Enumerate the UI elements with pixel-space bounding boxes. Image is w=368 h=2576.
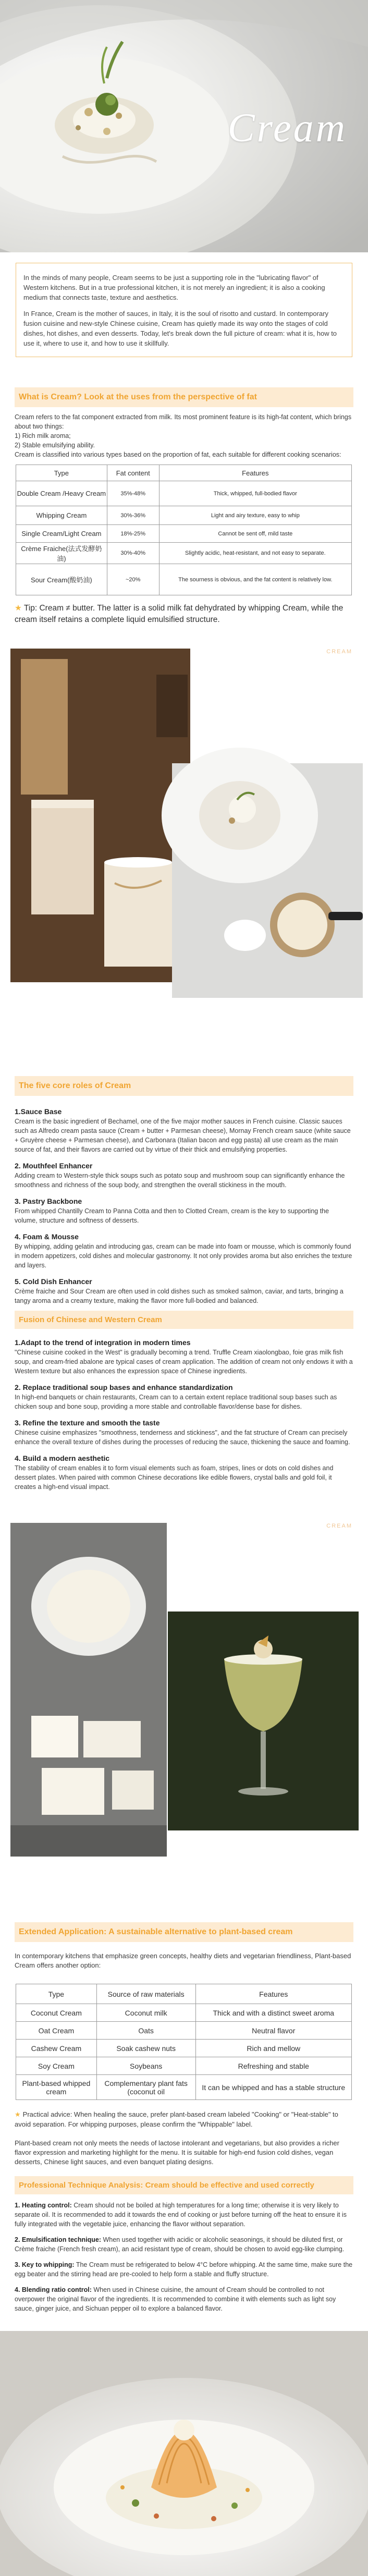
plant-cream-table [16,1984,352,2100]
core-role-title: 4. Foam & Mousse [15,1232,79,1241]
intro-paragraph-1: In the minds of many people, Cream seems to be just a supporting role in the "lubricating flavor" of Western kitchens. But in a true professional kitchen, it is not merely an ingredient; it is also a cooking medium that connects taste, texture and aesthetics. [23,274,325,301]
table-cell: Neutral flavor [195,2022,351,2040]
technique-title: 4. Blending ratio control: [15,2286,92,2293]
table-header: Features [159,465,351,481]
bulb-icon: ★ [15,604,22,613]
table-cell: Oats [96,2022,195,2040]
core-role-text: Crème fraiche and Sour Cream are often used in cold dishes such as smoked salmon, caviar, and tarts, bringing a tangy aroma and a creamy texture, making the flavor more full-bodied and balanced. [15,1288,344,1304]
plant-based-intro: In contemporary kitchens that emphasize green concepts, healthy diets and vegetarian friendliness, Plant-based Cream offers another option: [15,1952,351,1969]
table-cell: Soy Cream [16,2057,97,2075]
fusion-item-title: 1.Adapt to the trend of integration in modern times [15,1338,191,1347]
collage-label: CREAM [326,1523,352,1529]
table-cell: Cashew Cream [16,2040,97,2057]
table-row [16,2022,352,2040]
table-cell: 35%-48% [107,481,159,506]
final-dish-illustration [0,2331,368,2576]
table-cell: Oat Cream [16,2022,97,2040]
table-cell: Slightly acidic, heat-resistant, and not easy to separate. [159,543,351,564]
hero-title: Cream [227,105,347,150]
table-cell: Single Cream/Light Cream [16,525,107,543]
table-cell: ~20% [107,564,159,595]
practical-advice [15,2109,353,2129]
bulb-icon: ★ [15,2110,21,2118]
core-role-text: By whipping, adding gelatin and introducing gas, cream can be made into foam or mousse, which is commonly found in modern appetizers, cold dishes and molecular gastronomy. It not only provides aroma but also enriches the texture and layers. [15,1243,352,1269]
fusion-item-text: Chinese cuisine emphasizes "smoothness, tenderness and stickiness", and the fat structure of Cream can precisely enhance the overall texture of dishes during the processes of reducing the sauce, thickening the sauce and foaming. [15,1429,350,1446]
table-cell: Whipping Cream [16,506,107,525]
table-cell: Double Cream /Heavy Cream [16,481,107,506]
fat-content-table [16,465,352,595]
table-header: Type [16,465,107,481]
table-cell: The sourness is obvious, and the fat content is relatively low. [159,564,351,595]
collage-1-illustration [0,643,368,1066]
collage-2-illustration [0,1512,368,1914]
technique-item [15,2235,353,2254]
table-cell: Soak cashew nuts [96,2040,195,2057]
table-cell: Coconut Cream [16,2004,97,2022]
intro-box [16,263,352,357]
table-cell: Thick, whipped, full-bodied flavor [159,481,351,506]
table-header-row [16,465,352,481]
technique-text: When used together with acidic or alcoholic seasonings, it should be diluted first, or Crème fraiche (French fresh cream), an acid resistant type of cream, should be chosen to avoid egg-like clumping. [15,2236,345,2253]
fusion-item-title: 2. Replace traditional soup bases and enhance standardization [15,1383,233,1391]
table-cell: 30%-36% [107,506,159,525]
table-row [16,564,352,595]
core-role-text: Adding cream to Western-style thick soups such as potato soup and mushroom soup can significantly enhance the smoothness and richness of the soup body, and strengthen the overall stickiness in the mouth. [15,1172,345,1189]
table-cell: Soybeans [96,2057,195,2075]
intro-paragraph-2: In France, Cream is the mother of sauces, in Italy, it is the soul of risotto and custard. In contemporary fusion cuisine and new-style Chinese cuisine, Cream has quietly made its way onto the stages of cold dishes, hot dishes, and even desserts. Today, let's break down the full picture of cream: what it is, how to use it, where to use it, and how to use it skillfully. [23,310,337,347]
hero-photo [0,0,368,252]
photo-collage-1 [0,643,368,1066]
technique-item [15,2285,353,2313]
fusion-item-title: 4. Build a modern aesthetic [15,1454,110,1462]
what-is-section [0,387,368,626]
plant-based-heading: Extended Application: A sustainable alternative to plant-based cream [15,1922,353,1942]
table-cell: Thick and with a distinct sweet aroma [195,2004,351,2022]
tip-text: Tip: Cream ≠ butter. The latter is a solid milk fat dehydrated by whipping Cream, while the cream itself retains a complete liquid emulsified structure. [15,604,344,624]
table-cell: Sour Cream(酸奶油) [16,564,107,595]
technique-text: The Cream must be refrigerated to below 4°C before whipping. At the same time, make sure the egg beater and the stirring head are pre-cooled to help form a stable and fluffy structure. [15,2261,353,2278]
table-header-row [16,1984,352,2004]
table-cell: 18%-25% [107,525,159,543]
table-row [16,2057,352,2075]
core-role-title: 3. Pastry Backbone [15,1197,82,1205]
table-cell: Plant-based whipped cream [16,2075,97,2100]
table-row [16,481,352,506]
core-roles-heading: The five core roles of Cream [15,1076,353,1096]
table-header: Features [195,1984,351,2004]
table-row [16,506,352,525]
table-row [16,525,352,543]
fusion-item-text: The stability of cream enables it to form visual elements such as foam, stripes, lines or dots on cold dishes and dessert plates. When paired with common Chinese decorations like edible flowers, crystal balls and gold foil, it creates a high-end visual impact. [15,1464,334,1491]
fusion-heading: Fusion of Chinese and Western Cream [15,1311,353,1329]
technique-item [15,2260,353,2279]
technique-text: Cream should not be boiled at high temperatures for a long time; otherwise it is very likely to separate oil. It is recommended to add it towards the end of cooking or just before turning off the heat to ensure it is fully integrated with the vegetable juice, enhancing the flavor without separation. [15,2202,347,2228]
collage-label: CREAM [326,649,352,655]
table-cell: Refreshing and stable [195,2057,351,2075]
table-row [16,2075,352,2100]
fusion-item-text: In high-end banquets or chain restaurants, Cream can to a certain extent replace traditional soup bases such as chicken soup and bone soup, providing a more stable and controllable flavor/dense base for dishes. [15,1394,337,1410]
table-cell: Rich and mellow [195,2040,351,2057]
table-cell: It can be whipped and has a stable structure [195,2075,351,2100]
table-row [16,2004,352,2022]
technique-title: 2. Emulsification technique: [15,2236,101,2243]
core-role-title: 5. Cold Dish Enhancer [15,1277,92,1286]
practical-advice-text: Practical advice: When healing the sauce, prefer plant-based cream labeled "Cooking" or "Heat-stable" to avoid separation. For whipping purposes, please confirm the "Whippable" label. [15,2110,338,2128]
techniques-heading: Professional Technique Analysis: Cream should be effective and used correctly [15,2176,353,2194]
what-is-text: Cream refers to the fat component extracted from milk. Its most prominent feature is its high-fat content, which brings about two things: 1) Rich milk aroma; 2) Stable emulsifying ability. Cream is classified into various types based on the proportion of fat, each suitable for different cooking scenarios: [15,413,352,458]
table-cell: Light and airy texture, easy to whip [159,506,351,525]
table-header: Source of raw materials [96,1984,195,2004]
core-roles-section [0,1076,368,1492]
technique-title: 1. Heating control: [15,2202,72,2209]
technique-text: When used in Chinese cuisine, the amount of Cream should be controlled to not overpower the original flavor of the ingredients. It is recommended to combine it with elements such as light soy sauce, ginger juice, and Sichuan pepper oil to explore a balanced flavor. [15,2286,336,2312]
table-cell: Coconut milk [96,2004,195,2022]
plant-based-extra: Plant-based cream not only meets the needs of lactose intolerant and vegetarians, but also provides a richer flavor expression and marketing highlight for the menu. It is suitable for high-end fusion cold dishes, vegan desserts, Chinese light sauces, and even banquet plating designs. [15,2139,339,2166]
table-row [16,543,352,564]
tip-paragraph [15,603,353,626]
final-dish-photo [0,2331,368,2576]
table-cell: Crème Fraiche(法式发酵奶油) [16,543,107,564]
table-cell: Cannot be sent off, mild taste [159,525,351,543]
fusion-item-title: 3. Refine the texture and smooth the taste [15,1419,160,1427]
table-header: Type [16,1984,97,2004]
table-cell: Complementary plant fats (coconut oil [96,2075,195,2100]
photo-collage-2 [0,1512,368,1914]
core-role-text: Cream is the basic ingredient of Bechamel, one of the five major mother sauces in French cuisine. Classic sauces such as Alfredo cream pasta sauce (Cream + butter + Parmesan cheese), Mornay French cream sauce (white sauce + Gruyère cheese + Parmesan cheese), and Carbonara (Italian bacon and egg pasta) all use cream as the main source of fat, and their flavors are carried out by virtue of their thick and emulsifying properties. [15,1118,351,1153]
table-row [16,2040,352,2057]
core-role-title: 1.Sauce Base [15,1107,62,1116]
technique-title: 3. Key to whipping: [15,2261,75,2268]
technique-item [15,2201,353,2229]
fusion-item-text: "Chinese cuisine cooked in the West" is gradually becoming a trend. Truffle Cream xiaolongbao, foie gras milk fish soup, and cream-fried abalone are typical cases of cream application. The addition of cream not only endows it with a Western texture but also enhances the expression space of Chinese ingredients. [15,1349,353,1375]
plant-based-section [0,1922,368,2313]
core-role-title: 2. Mouthfeel Enhancer [15,1162,93,1170]
table-cell: 30%-40% [107,543,159,564]
what-is-heading: What is Cream? Look at the uses from the perspective of fat [15,387,353,407]
table-header: Fat content [107,465,159,481]
core-role-text: From whipped Chantilly Cream to Panna Cotta and then to Clotted Cream, cream is the key to supporting the volume, structure and softness of desserts. [15,1207,329,1224]
